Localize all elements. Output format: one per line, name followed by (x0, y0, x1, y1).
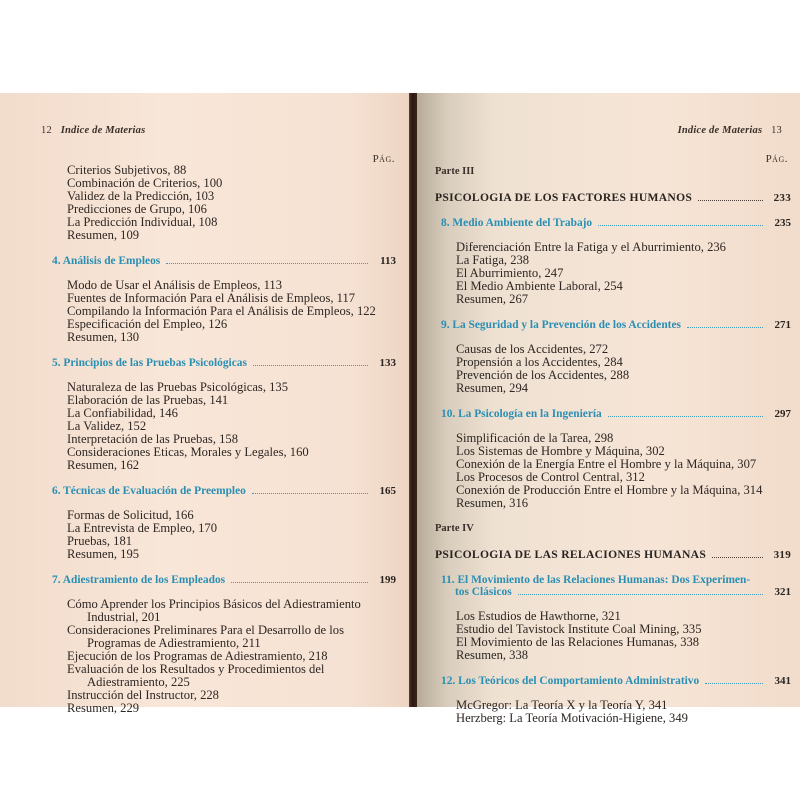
chapter-entries (441, 699, 791, 725)
toc-entry: El Medio Ambiente Laboral, 254 (456, 279, 623, 293)
toc-entry: Resumen, 162 (67, 458, 140, 472)
chapter-title: 9. La Seguridad y la Prevención de los Accidentes (441, 319, 681, 331)
dot-leader (252, 493, 368, 494)
toc-entry: La Confiabilidad, 146 (67, 406, 178, 420)
toc-entry: Propensión a los Accidentes, 284 (456, 355, 623, 369)
chapter-title: 4. Análisis de Empleos (52, 255, 161, 267)
toc-entry: Resumen, 267 (456, 292, 529, 306)
chapter-title: 11. El Movimiento de las Relaciones Humanas: Dos Experimen- (441, 574, 751, 586)
toc-entry (52, 624, 396, 650)
toc-entries-continued (52, 164, 396, 242)
chapter-heading (441, 574, 791, 598)
dot-leader (253, 365, 368, 366)
chapter-heading (441, 319, 791, 331)
chapter-page: 297 (774, 408, 791, 420)
toc-entry: La Predicción Individual, 108 (67, 215, 218, 229)
chapter-entries (441, 241, 791, 306)
toc-entry: Naturaleza de las Pruebas Psicológicas, 135 (67, 380, 289, 394)
chapter-page: 133 (379, 357, 396, 369)
page-number: 12 (41, 125, 52, 136)
dot-leader (687, 327, 763, 328)
chapter-title: 5. Principios de las Pruebas Psicológicas (52, 357, 247, 369)
chapter-entries (52, 381, 396, 472)
chapter-entries (52, 279, 396, 344)
toc-entry: Resumen, 109 (67, 228, 140, 242)
toc-entry: La Validez, 152 (67, 419, 147, 433)
running-head-title: Indice de Materias (60, 125, 146, 136)
chapter-heading (52, 357, 396, 369)
chapter-page: 321 (774, 586, 791, 598)
chapter-entries (441, 610, 791, 662)
dot-leader (231, 582, 368, 583)
toc-entry: Predicciones de Grupo, 106 (67, 202, 207, 216)
chapter-page: 341 (774, 675, 791, 687)
dot-leader (518, 594, 763, 595)
toc-entry-line: Cómo Aprender los Principios Básicos del Adiestramiento (67, 597, 361, 611)
chapter-heading (441, 675, 791, 687)
toc-entry: McGregor: La Teoría X y la Teoría Y, 341 (456, 698, 668, 712)
pag-label: Pág. (765, 153, 788, 165)
chapter-title: 6. Técnicas de Evaluación de Preempleo (52, 485, 246, 497)
part-page: 319 (773, 549, 791, 561)
toc-entry: Prevención de los Accidentes, 288 (456, 368, 630, 382)
toc-entry: Los Procesos de Control Central, 312 (456, 470, 645, 484)
toc-entry-line: Consideraciones Preliminares Para el Desarrollo de los (67, 623, 344, 637)
toc-entry: Estudio del Tavistock Institute Coal Mining, 335 (456, 622, 702, 636)
chapter-heading (52, 485, 396, 497)
toc-entry: La Fatiga, 238 (456, 253, 530, 267)
toc-entry (52, 598, 396, 624)
chapter-page: 113 (380, 255, 396, 267)
toc-entry: Los Estudios de Hawthorne, 321 (456, 609, 621, 623)
part-title-text: PSICOLOGIA DE LOS FACTORES HUMANOS (435, 191, 693, 204)
dot-leader (166, 263, 368, 264)
pag-label: Pág. (372, 153, 395, 165)
running-head-right (678, 125, 788, 136)
toc-entry: El Aburrimiento, 247 (456, 266, 564, 280)
toc-left (52, 164, 396, 728)
toc-entry: Conexión de la Energía Entre el Hombre y la Máquina, 307 (456, 457, 757, 471)
toc-entry-continuation: Industrial, 201 (87, 610, 161, 624)
toc-entry: Formas de Solicitud, 166 (67, 508, 194, 522)
toc-entry: Fuentes de Información Para el Análisis de Empleos, 117 (67, 291, 356, 305)
dot-leader (598, 225, 763, 226)
toc-entry: Instrucción del Instructor, 228 (67, 688, 219, 702)
chapter-entries (52, 598, 396, 715)
chapter-title-line2: tos Clásicos (455, 586, 512, 598)
part-title (435, 191, 791, 204)
part-label: Parte IV (435, 523, 474, 534)
chapter-page: 199 (379, 574, 396, 586)
book-spread (0, 93, 800, 725)
toc-entry: Ejecución de los Programas de Adiestramiento, 218 (67, 649, 328, 663)
chapter-heading (52, 255, 396, 267)
toc-entry: Especificación del Empleo, 126 (67, 317, 228, 331)
toc-entry-continuation: Programas de Adiestramiento, 211 (87, 636, 261, 650)
toc-entry: Combinación de Criterios, 100 (67, 176, 223, 190)
toc-entry: Causas de los Accidentes, 272 (456, 342, 609, 356)
toc-entry: Consideraciones Eticas, Morales y Legales, 160 (67, 445, 309, 459)
chapter-heading (441, 217, 791, 229)
chapter-heading (52, 574, 396, 586)
toc-entry: Elaboración de las Pruebas, 141 (67, 393, 229, 407)
toc-entry: Resumen, 195 (67, 547, 140, 561)
part-title (435, 548, 791, 561)
toc-entry-line: Evaluación de los Resultados y Procedimientos del (67, 662, 325, 676)
chapter-page: 271 (774, 319, 791, 331)
toc-entry: Modo de Usar el Análisis de Empleos, 113 (67, 278, 282, 292)
chapter-title: 10. La Psicología en la Ingeniería (441, 408, 602, 420)
chapter-entries (441, 432, 791, 510)
toc-entry: Conexión de Producción Entre el Hombre y la Máquina, 314 (456, 483, 763, 497)
toc-entry: Diferenciación Entre la Fatiga y el Aburrimiento, 236 (456, 240, 726, 254)
part-page: 233 (773, 192, 791, 204)
dot-leader (712, 557, 763, 558)
toc-entry: Interpretación de las Pruebas, 158 (67, 432, 239, 446)
part-title-text: PSICOLOGIA DE LAS RELACIONES HUMANAS (435, 548, 707, 561)
toc-entry: Compilando la Información Para el Análisis de Empleos, 122 (67, 304, 376, 318)
chapter-entries (441, 343, 791, 395)
chapter-title: 8. Medio Ambiente del Trabajo (441, 217, 593, 229)
left-page (0, 93, 411, 715)
toc-right (435, 164, 791, 738)
chapter-page: 165 (379, 485, 396, 497)
toc-entry (52, 663, 396, 689)
toc-entry: El Movimiento de las Relaciones Humanas, 338 (456, 635, 700, 649)
chapter-heading (441, 408, 791, 420)
chapter-title: 7. Adiestramiento de los Empleados (52, 574, 226, 586)
toc-entry: Pruebas, 181 (67, 534, 133, 548)
toc-entry: Resumen, 130 (67, 330, 140, 344)
chapter-title-continuation (441, 586, 791, 598)
toc-entry-continuation: Adiestramiento, 225 (87, 675, 190, 689)
toc-entry: Resumen, 229 (67, 701, 140, 715)
page-number: 13 (771, 125, 782, 136)
toc-entry: Los Sistemas de Hombre y Máquina, 302 (456, 444, 665, 458)
chapter-entries (52, 509, 396, 561)
toc-entry: Herzberg: La Teoría Motivación-Higiene, 349 (456, 711, 688, 725)
chapter-title: 12. Los Teóricos del Comportamiento Administrativo (441, 675, 700, 687)
book-spine (409, 93, 417, 707)
dot-leader (608, 416, 763, 417)
toc-entry: Simplificación de la Tarea, 298 (456, 431, 614, 445)
dot-leader (705, 683, 763, 684)
toc-entry: Resumen, 316 (456, 496, 529, 510)
right-page (417, 93, 800, 725)
toc-entry: Criterios Subjetivos, 88 (67, 163, 187, 177)
toc-entry: Validez de la Predicción, 103 (67, 189, 215, 203)
toc-entry: Resumen, 338 (456, 648, 529, 662)
toc-entry: Resumen, 294 (456, 381, 529, 395)
chapter-page: 235 (774, 217, 791, 229)
part-label: Parte III (435, 166, 475, 177)
running-head-title: Indice de Materias (677, 125, 763, 136)
running-head-left (35, 125, 145, 136)
toc-entry: La Entrevista de Empleo, 170 (67, 521, 218, 535)
dot-leader (698, 200, 763, 201)
